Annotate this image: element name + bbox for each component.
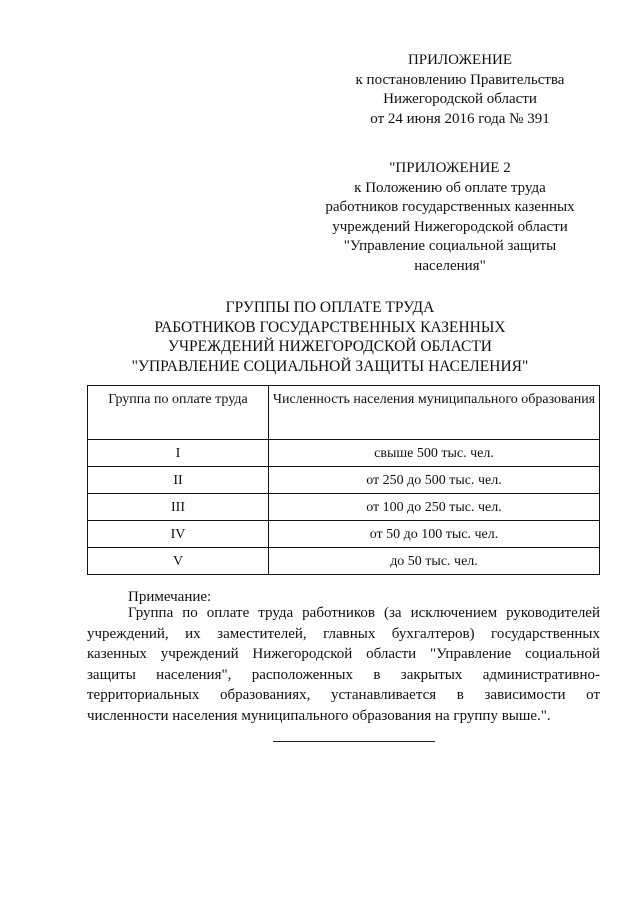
appendix-header	[340, 51, 580, 129]
pay-groups-table	[87, 385, 600, 575]
cell-population: от 50 до 100 тыс. чел.	[269, 521, 600, 548]
cell-population: до 50 тыс. чел.	[269, 548, 600, 575]
appendix-line: к постановлению Правительства	[355, 71, 565, 88]
appendix2-line: к Положению об оплате труда	[354, 179, 546, 196]
cell-population: свыше 500 тыс. чел.	[269, 440, 600, 467]
cell-population: от 100 до 250 тыс. чел.	[269, 494, 600, 521]
appendix-line: ПРИЛОЖЕНИЕ	[407, 52, 513, 68]
appendix2-header	[320, 159, 580, 276]
title-line: ГРУППЫ ПО ОПЛАТЕ ТРУДА	[225, 299, 435, 316]
closing-divider	[273, 741, 435, 742]
table-row	[88, 440, 600, 467]
table-row	[88, 548, 600, 575]
table-row	[88, 467, 600, 494]
header-group: Группа по оплате труда	[88, 386, 269, 440]
table-row	[88, 521, 600, 548]
title-line: "УПРАВЛЕНИЕ СОЦИАЛЬНОЙ ЗАЩИТЫ НАСЕЛЕНИЯ"	[131, 357, 529, 375]
header-population: Численность населения муниципального образования	[269, 386, 600, 440]
table-row	[88, 494, 600, 521]
appendix2-line: населения"	[414, 257, 486, 274]
cell-group: III	[88, 494, 269, 521]
cell-group: IV	[88, 521, 269, 548]
title-line: УЧРЕЖДЕНИЙ НИЖЕГОРОДСКОЙ ОБЛАСТИ	[167, 338, 493, 355]
appendix2-line: работников государственных казенных	[325, 199, 575, 215]
appendix2-line: "ПРИЛОЖЕНИЕ 2	[389, 160, 511, 176]
table-header-row	[88, 386, 600, 440]
cell-group: V	[88, 548, 269, 575]
title-line: РАБОТНИКОВ ГОСУДАРСТВЕННЫХ КАЗЕННЫХ	[154, 318, 506, 336]
document-title	[60, 298, 600, 376]
note-text: Группа по оплате труда работников (за исключением руководителей учреждений, их заместителей, главных бухгалтеров) государственных казенных учреждений Нижегородской области "Управление социальной защиты населения", расположенных в закрытых административно-территориальных образованиях, устанавливается в зависимости от численности населения муниципального образования на группу выше.".	[87, 605, 600, 724]
appendix2-line: "Управление социальной защиты	[343, 238, 557, 254]
appendix-line: от 24 июня 2016 года № 391	[370, 110, 550, 127]
cell-group: I	[88, 440, 269, 467]
appendix2-line: учреждений Нижегородской области	[332, 218, 568, 235]
appendix-line: Нижегородской области	[383, 91, 537, 107]
cell-group: II	[88, 467, 269, 494]
note-heading: Примечание:	[128, 589, 212, 605]
cell-population: от 250 до 500 тыс. чел.	[269, 467, 600, 494]
